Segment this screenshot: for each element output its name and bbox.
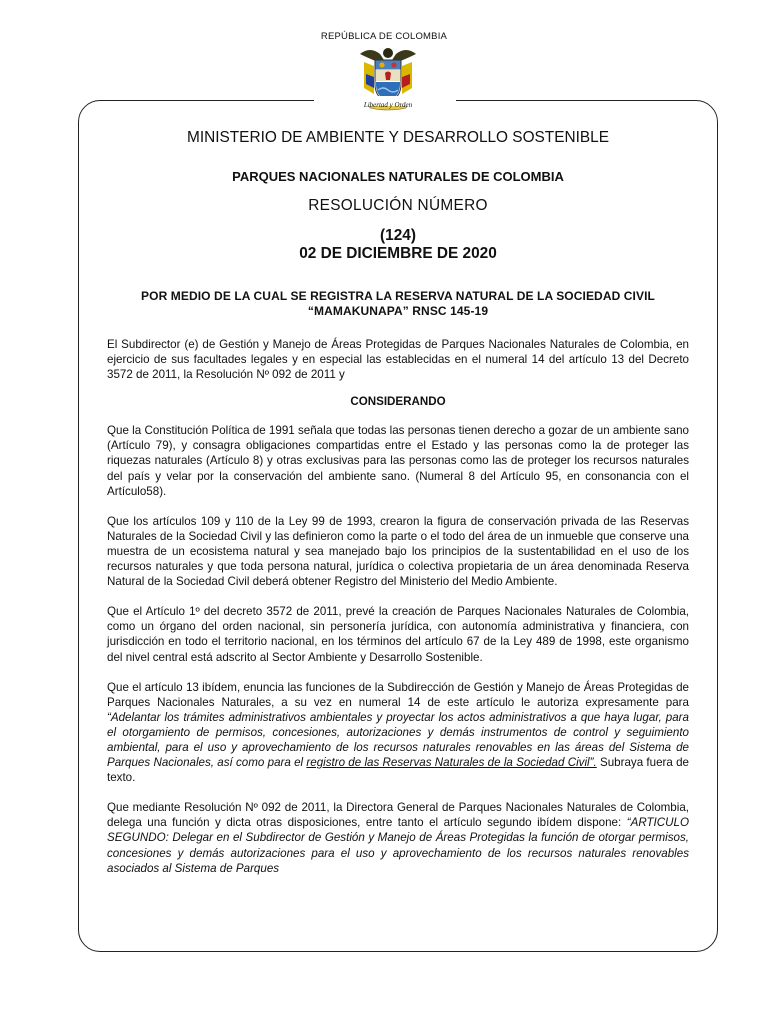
paragraph-ley-99: Que los artículos 109 y 110 de la Ley 99 de 1993, crearon la figura de conservación privada de las Reservas Naturales de la Sociedad Civil y las definieron como la parte o el todo del área de un inmueble que conserve una muestra de un ecosistema natural y sea manejado bajo los principios de la sustentabilidad en el uso de los recursos naturales y que toda persona natural, jurídica o colectiva propietaria de un área denominada Reserva Natural de la Sociedad Civil deberá obtener Registro del Ministerio del Medio Ambiente. — [107, 514, 689, 589]
p5-quote: “ARTICULO SEGUNDO: Delegar en el Subdirector de Gestión y Manejo de Áreas Protegidas la función de otorgar permisos, concesiones y demás autorizaciones para el uso y aprovechamiento de los recursos naturales renovables asociados al Sistema de Parques — [107, 816, 689, 875]
paragraph-decreto-3572: Que el Artículo 1º del decreto 3572 de 2011, prevé la creación de Parques Nacionales Naturales de Colombia, como un órgano del orden nacional, sin personería jurídica, con autonomía administrativa y financiera, con jurisdicción en todo el territorio nacional, en los términos del artículo 67 de la Ley 489 de 1998, este organismo del nivel central está adscrito al Sector Ambiente y Desarrollo Sostenible. — [107, 605, 689, 664]
p5-text: Que mediante Resolución Nº 092 de 2011, la Directora General de Parques Nacionales Naturales de Colombia, delega una función y dicta otras disposiciones, entre tanto el artículo segundo ibídem dispone: — [107, 801, 689, 830]
paragraph-resolucion-092 — [107, 800, 689, 875]
p4-underlined-quote: registro de las Reservas Naturales de la Sociedad Civil”. — [306, 756, 597, 770]
considerando-heading: CONSIDERANDO — [350, 395, 446, 409]
title-line-2: “MAMAKUNAPA” RNSC 145-19 — [307, 304, 489, 318]
intro-paragraph: El Subdirector (e) de Gestión y Manejo de Áreas Protegidas de Parques Nacionales Naturales de Colombia, en ejercicio de sus facultades legales y en especial las establecidas en el numeral 14 del artículo 13 del Decreto 3572 de 2011, la Resolución Nº 092 de 2011 y — [107, 338, 689, 382]
country-header: REPÚBLICA DE COLOMBIA — [320, 31, 448, 42]
resolution-label: RESOLUCIÓN NÚMERO — [308, 197, 488, 214]
resolution-number: (124) — [380, 227, 416, 244]
paragraph-constitution: Que la Constitución Política de 1991 señala que todas las personas tienen derecho a gozar de un ambiente sano (Artículo 79), y consagra obligaciones compartidas entre el Estado y las personas como la de proteger las riquezas naturales (Artículo 8) y otras exclusivas para las personas como las de proteger los recursos naturales del país y velar por la conservación del ambiente sano. (Numeral 8 del Artículo 95, en consonancia con el Artículo58). — [107, 424, 689, 498]
seal-motto: Libertad y Orden — [363, 101, 413, 109]
p4-note: Subraya fuera de texto. — [107, 756, 689, 785]
entity-heading: PARQUES NACIONALES NATURALES DE COLOMBIA — [232, 169, 564, 184]
document-body — [107, 129, 689, 876]
resolution-title — [107, 289, 689, 319]
p4-quote: “Adelantar los trámites administrativos ambientales y proyectar los actos administrativos a que haya lugar, para el otorgamiento de permisos, concesiones, autorizaciones y demás instrumentos de control y seguimiento ambiental, para el uso y aprovechamiento de los recursos naturales renovables en las áreas del Sistema de Parques Nacionales, así como para el — [107, 710, 689, 770]
paragraph-articulo-13 — [107, 680, 689, 786]
ministry-heading: MINISTERIO DE AMBIENTE Y DESARROLLO SOSTENIBLE — [187, 129, 609, 146]
title-line-1: POR MEDIO DE LA CUAL SE REGISTRA LA RESERVA NATURAL DE LA SOCIEDAD CIVIL — [141, 289, 655, 303]
p4-text: Que el artículo 13 ibídem, enuncia las funciones de la Subdirección de Gestión y Manejo de Áreas Protegidas de Parques Nacionales Naturales, a su vez en numeral 14 de este artículo le autoriza expresamente para — [107, 680, 689, 709]
resolution-date: 02 DE DICIEMBRE DE 2020 — [299, 245, 497, 262]
